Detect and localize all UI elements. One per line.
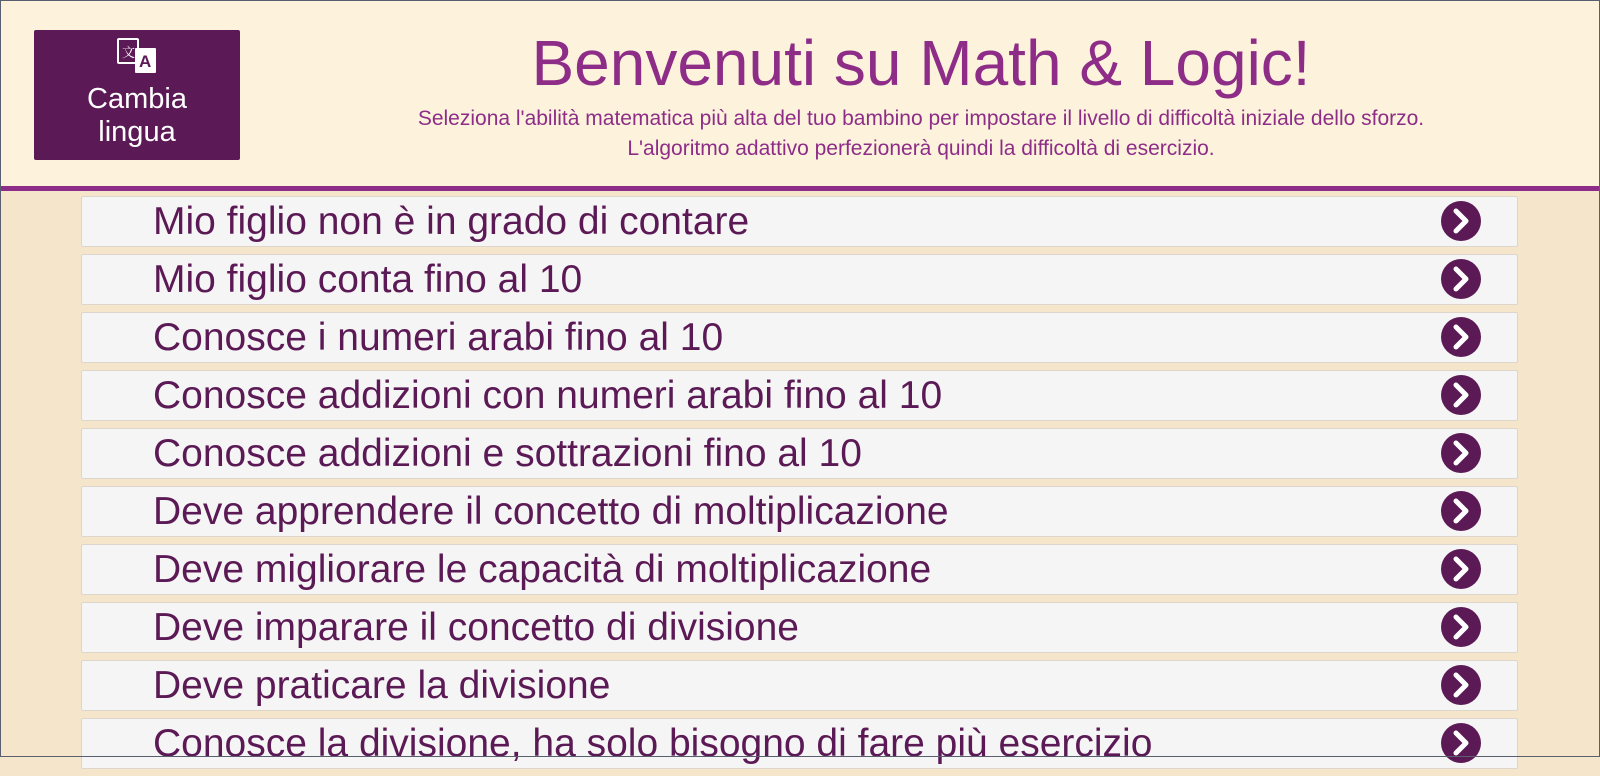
subtitle-line: Seleziona l'abilità matematica più alta del tuo bambino per impostare il livello di difficoltà iniziale dello sforzo. <box>417 107 1425 130</box>
chevron-right-icon <box>1441 259 1481 299</box>
skill-option-label: Mio figlio non è in grado di contare <box>153 200 750 243</box>
chevron-right-icon <box>1441 549 1481 589</box>
skill-option-label: Deve apprendere il concetto di moltiplicazione <box>153 490 949 533</box>
skill-option-label: Conosce addizioni e sottrazioni fino al 10 <box>153 432 862 475</box>
skill-option-label: Deve praticare la divisione <box>153 664 611 707</box>
chevron-right-icon <box>1441 665 1481 705</box>
skill-option-learn-multiplication[interactable] <box>81 486 1518 537</box>
skill-option-improve-multiplication[interactable] <box>81 544 1518 595</box>
skill-options-list <box>81 196 1518 776</box>
change-language-button[interactable] <box>34 30 240 160</box>
skill-option-practice-division[interactable] <box>81 660 1518 711</box>
skill-option-addition[interactable] <box>81 370 1518 421</box>
svg-text:文: 文 <box>122 46 136 61</box>
chevron-right-icon <box>1441 317 1481 357</box>
svg-text:A: A <box>139 52 152 71</box>
chevron-right-icon <box>1441 723 1481 763</box>
page-title: Benvenuti su Math & Logic! <box>531 27 1311 99</box>
skill-option-label: Deve migliorare le capacità di moltiplicazione <box>153 548 932 591</box>
skill-option-label: Mio figlio conta fino al 10 <box>153 258 583 301</box>
translate-icon <box>116 36 158 76</box>
skill-option-label: Conosce i numeri arabi fino al 10 <box>153 316 724 359</box>
chevron-right-icon <box>1441 375 1481 415</box>
change-language-label: Cambia lingua <box>87 83 187 148</box>
skill-option-learn-division[interactable] <box>81 602 1518 653</box>
skill-option-label: Conosce addizioni con numeri arabi fino al 10 <box>153 374 943 417</box>
skill-option-label: Deve imparare il concetto di divisione <box>153 606 799 649</box>
chevron-right-icon <box>1441 491 1481 531</box>
skill-option-arabic-numbers[interactable] <box>81 312 1518 363</box>
skill-option-division-exercise[interactable] <box>81 718 1518 769</box>
skill-option-label: Conosce la divisione, ha solo bisogno di fare più esercizio <box>153 722 1153 765</box>
skill-option-addition-subtraction[interactable] <box>81 428 1518 479</box>
subtitle-line: L'algoritmo adattivo perfezionerà quindi la difficoltà di esercizio. <box>627 137 1215 160</box>
header <box>1 1 1599 191</box>
chevron-right-icon <box>1441 201 1481 241</box>
chevron-right-icon <box>1441 433 1481 473</box>
skill-option-cannot-count[interactable] <box>81 196 1518 247</box>
chevron-right-icon <box>1441 607 1481 647</box>
page-subtitle <box>281 104 1561 164</box>
skill-option-counts-to-10[interactable] <box>81 254 1518 305</box>
